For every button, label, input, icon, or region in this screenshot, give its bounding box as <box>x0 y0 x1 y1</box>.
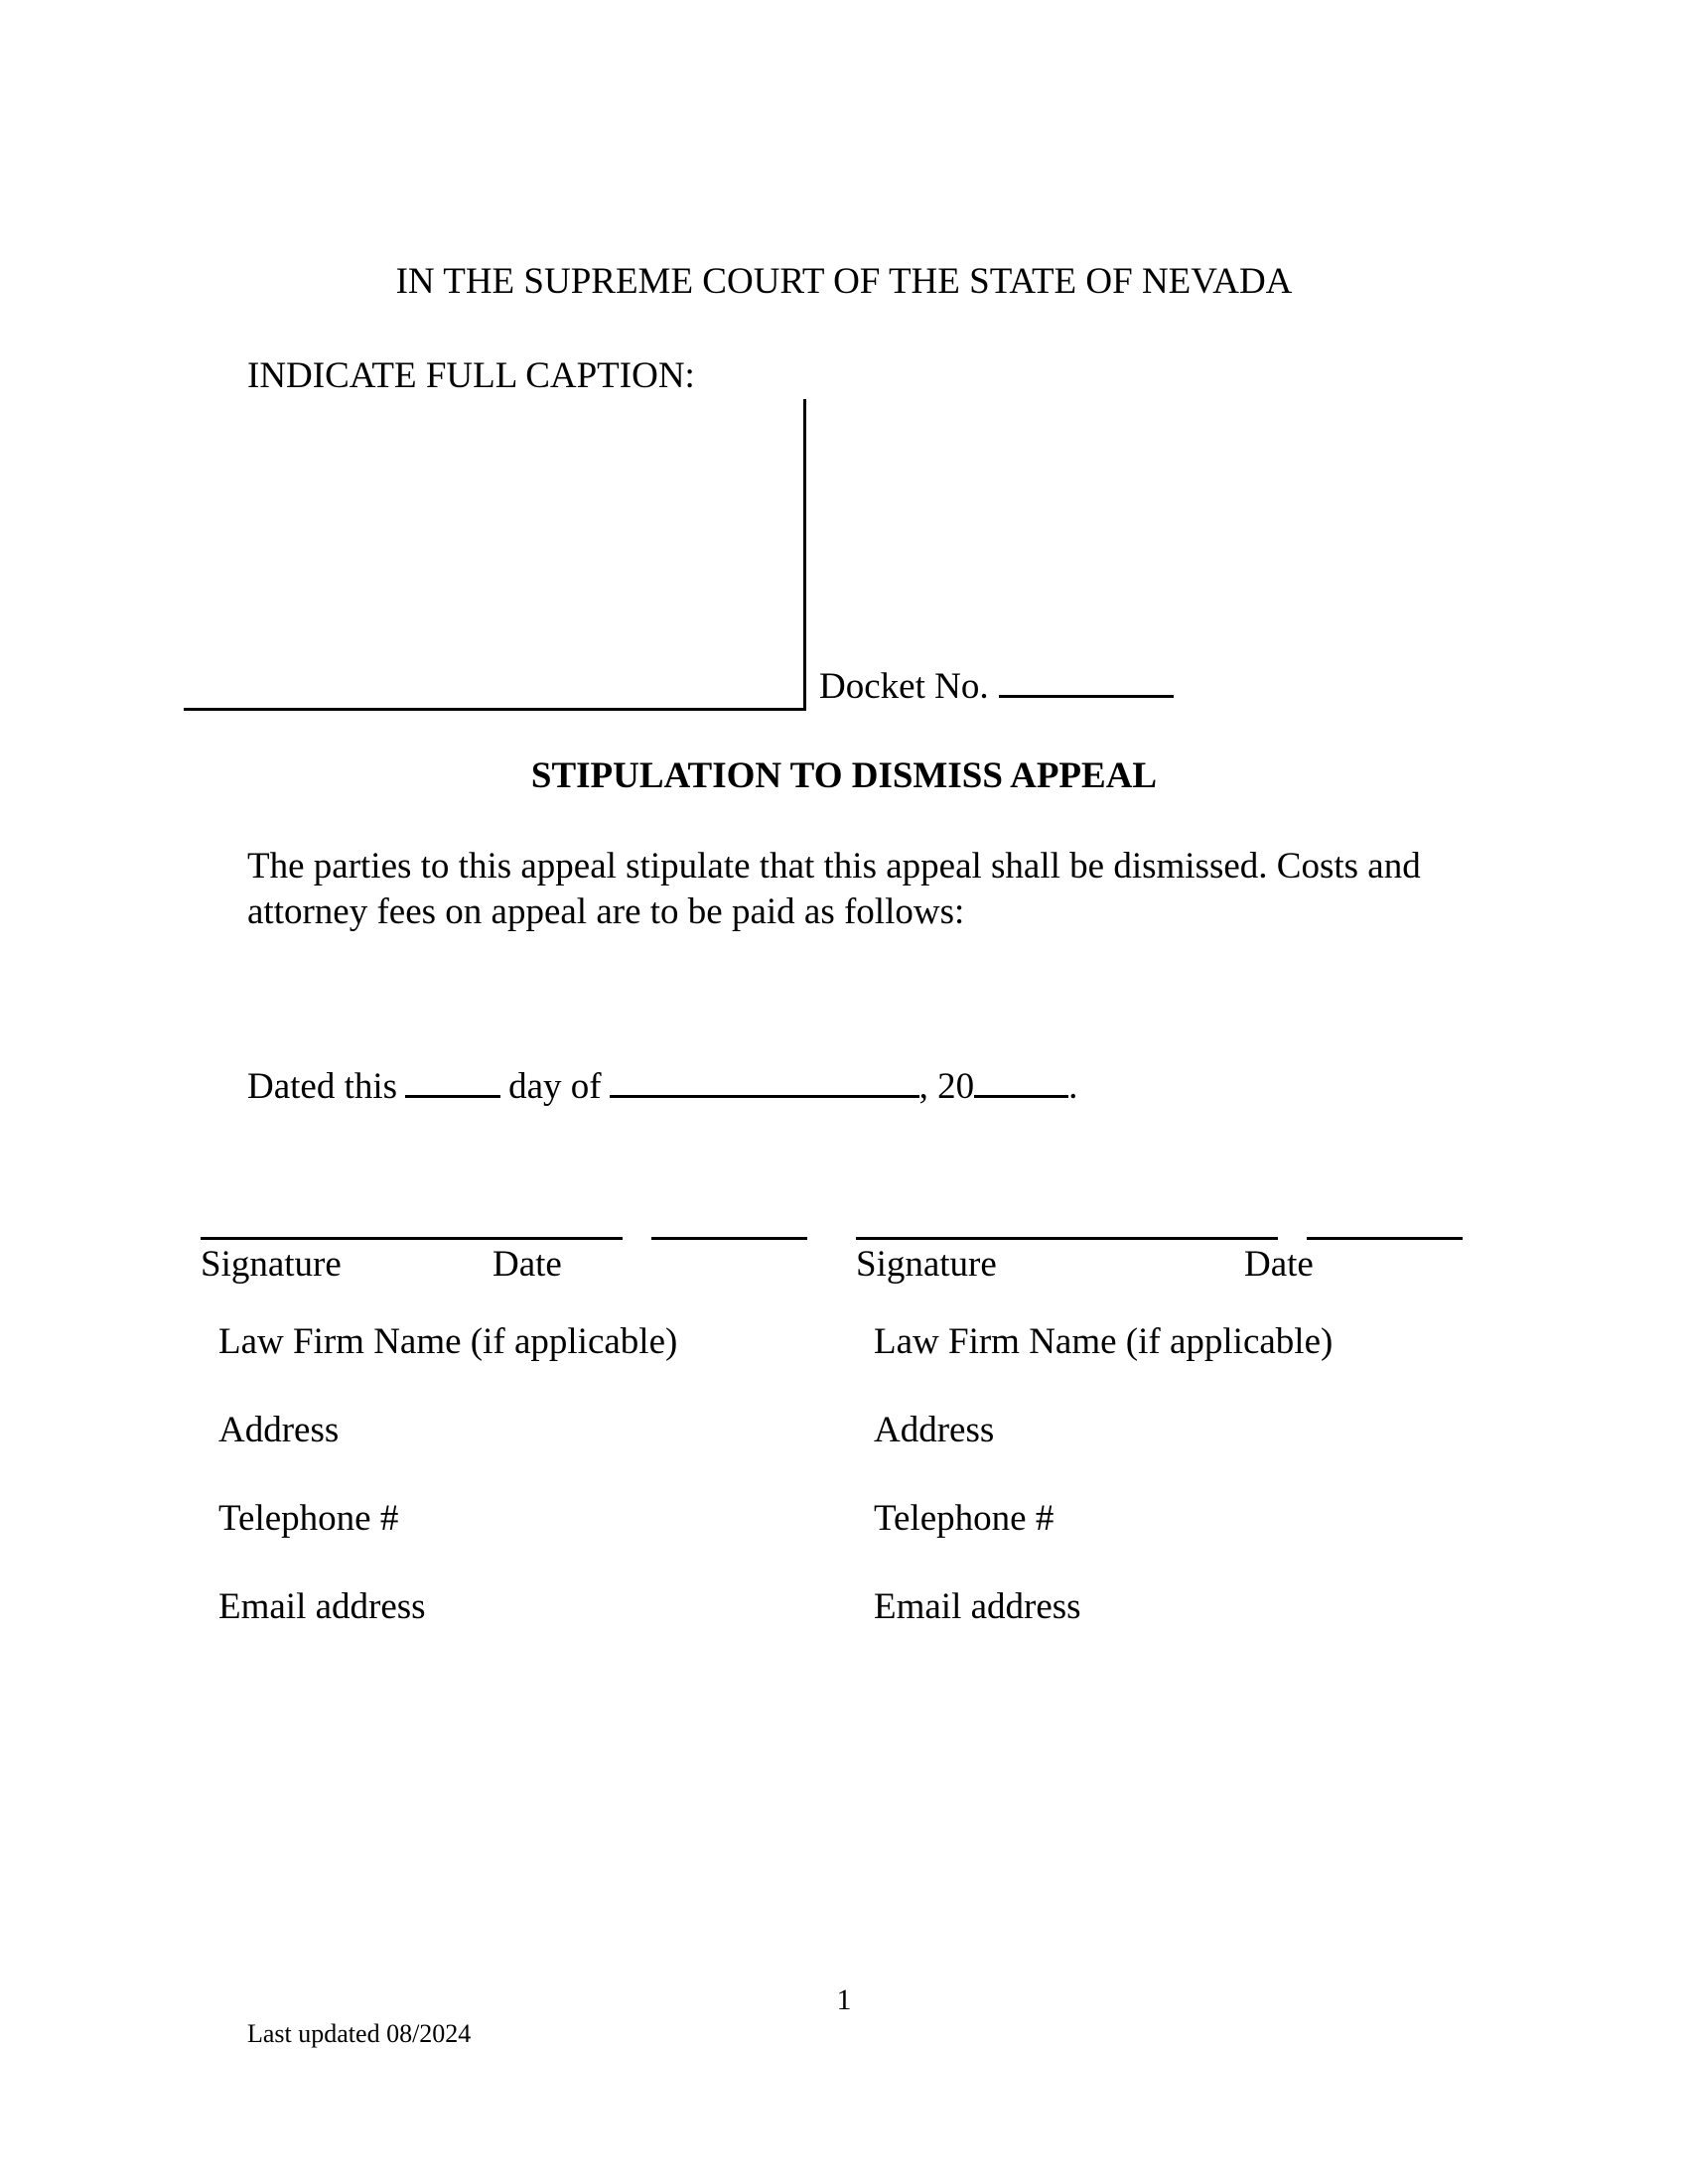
date-line-right[interactable] <box>1307 1237 1463 1240</box>
date-label-right: Date <box>1244 1244 1314 1285</box>
day-blank[interactable] <box>405 1065 500 1098</box>
date-label-left: Date <box>492 1244 562 1285</box>
caption-vertical-rule <box>803 399 806 711</box>
dated-period: . <box>1068 1066 1078 1107</box>
dated-day-of: day of <box>508 1066 602 1107</box>
date-line-left[interactable] <box>651 1237 807 1240</box>
year-blank[interactable] <box>974 1065 1068 1098</box>
email-label-left: Email address <box>218 1586 426 1627</box>
stipulation-paragraph: The parties to this appeal stipulate that this appeal shall be dismissed. Costs and attorney fees on appeal are to be paid as follows: <box>247 846 1421 932</box>
dated-line <box>247 1065 1077 1108</box>
signature-label-left: Signature <box>201 1244 342 1285</box>
signature-line-right[interactable] <box>856 1237 1278 1240</box>
address-label-right: Address <box>874 1410 995 1450</box>
telephone-label-left: Telephone # <box>218 1498 399 1539</box>
signature-line-left[interactable] <box>201 1237 623 1240</box>
dated-prefix: Dated this <box>247 1066 398 1107</box>
signature-label-right: Signature <box>856 1244 997 1285</box>
caption-horizontal-rule <box>184 708 806 711</box>
email-label-right: Email address <box>874 1586 1081 1627</box>
docket-number-blank[interactable] <box>999 665 1174 698</box>
last-updated-note: Last updated 08/2024 <box>247 2019 472 2048</box>
law-firm-label-left: Law Firm Name (if applicable) <box>218 1321 678 1362</box>
law-firm-label-right: Law Firm Name (if applicable) <box>874 1321 1334 1362</box>
page-number: 1 <box>836 1983 852 2016</box>
dated-comma-year: , 20 <box>918 1066 975 1107</box>
court-title: IN THE SUPREME COURT OF THE STATE OF NEVADA <box>395 261 1293 302</box>
docket-number <box>819 665 1174 708</box>
caption-label: INDICATE FULL CAPTION: <box>247 355 695 396</box>
docket-label: Docket No. <box>819 666 989 707</box>
address-label-left: Address <box>218 1410 340 1450</box>
month-blank[interactable] <box>610 1065 919 1098</box>
telephone-label-right: Telephone # <box>874 1498 1055 1539</box>
stipulation-title: STIPULATION TO DISMISS APPEAL <box>530 755 1158 796</box>
